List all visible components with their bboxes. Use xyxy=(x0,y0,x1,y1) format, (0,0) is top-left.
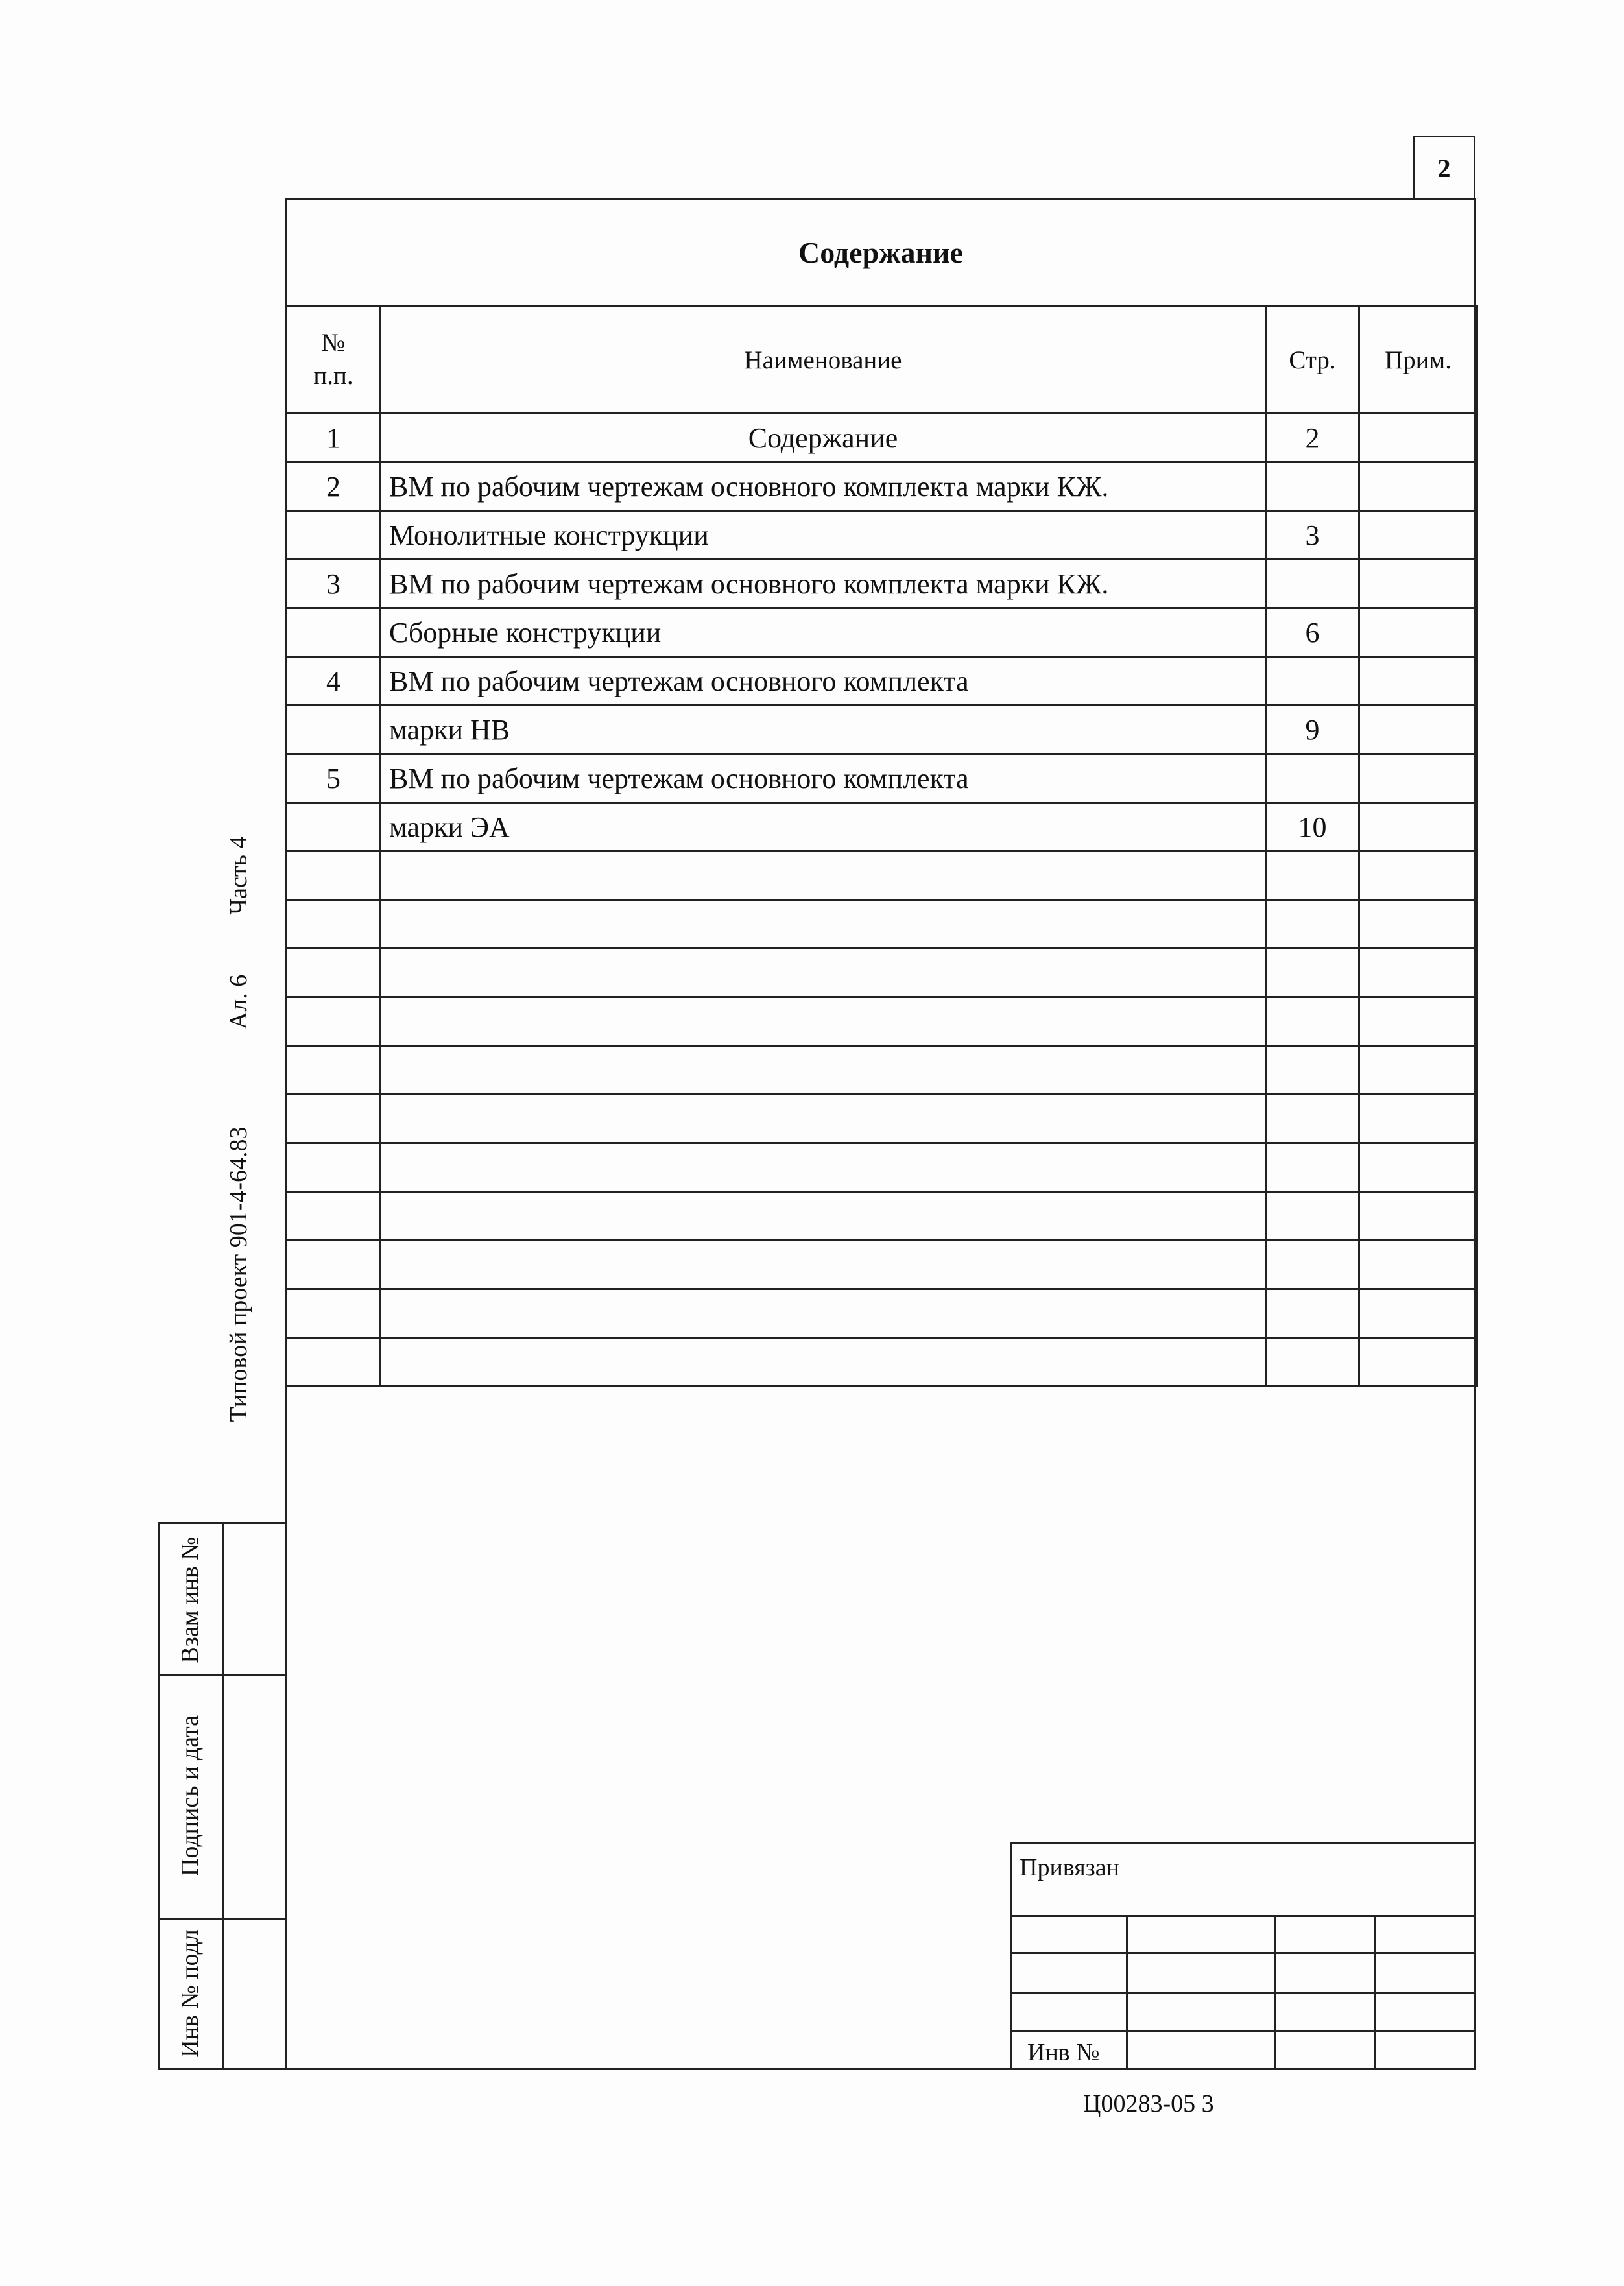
cell-note xyxy=(1359,560,1477,608)
table-row xyxy=(287,1289,1477,1338)
project-label: Типовой проект 901-4-64.83 xyxy=(225,1126,252,1422)
cell-page xyxy=(1266,1143,1359,1192)
cell-name: Монолитные конструкции xyxy=(381,511,1266,560)
cell-note xyxy=(1359,657,1477,706)
cell-note xyxy=(1359,706,1477,754)
binding-divider xyxy=(1010,1952,1476,1954)
part-label: Часть 4 xyxy=(225,836,252,915)
cell-num xyxy=(287,1192,381,1241)
table-row xyxy=(287,511,1477,560)
table-row xyxy=(287,1095,1477,1143)
cell-note xyxy=(1359,608,1477,657)
cell-page xyxy=(1266,1046,1359,1095)
cell-num xyxy=(287,608,381,657)
binding-divider xyxy=(1126,1915,1128,2070)
cell-page xyxy=(1266,1289,1359,1338)
table-row xyxy=(287,657,1477,706)
cell-note xyxy=(1359,511,1477,560)
binding-inv-label: Инв № xyxy=(1027,2039,1100,2066)
cell-name: марки ЭА xyxy=(381,803,1266,851)
table-row xyxy=(287,414,1477,462)
cell-page xyxy=(1266,1241,1359,1289)
cell-note xyxy=(1359,414,1477,462)
cell-num xyxy=(287,949,381,997)
cell-num xyxy=(287,1046,381,1095)
cell-num xyxy=(287,706,381,754)
cell-num: 2 xyxy=(287,462,381,511)
binding-divider xyxy=(1010,2030,1476,2032)
cell-num xyxy=(287,1241,381,1289)
binding-divider xyxy=(1010,1992,1476,1994)
stamp-divider xyxy=(222,1522,224,2070)
binding-divider xyxy=(1374,1915,1376,2070)
table-row xyxy=(287,1192,1477,1241)
header-name: Наименование xyxy=(381,307,1266,414)
cell-note xyxy=(1359,949,1477,997)
table-row xyxy=(287,997,1477,1046)
cell-page: 10 xyxy=(1266,803,1359,851)
cell-name: ВМ по рабочим чертежам основного комплекта марки КЖ. xyxy=(381,462,1266,511)
binding-divider xyxy=(1274,1915,1276,2070)
cell-num xyxy=(287,900,381,949)
cell-note xyxy=(1359,1046,1477,1095)
cell-num xyxy=(287,1143,381,1192)
cell-note xyxy=(1359,1241,1477,1289)
cell-name xyxy=(381,949,1266,997)
cell-name xyxy=(381,1143,1266,1192)
contents-table xyxy=(285,305,1478,1387)
header-page: Стр. xyxy=(1266,307,1359,414)
cell-page xyxy=(1266,851,1359,900)
cell-name xyxy=(381,851,1266,900)
cell-num: 1 xyxy=(287,414,381,462)
cell-page xyxy=(1266,1095,1359,1143)
cell-name: Содержание xyxy=(381,414,1266,462)
cell-page xyxy=(1266,997,1359,1046)
cell-num: 4 xyxy=(287,657,381,706)
table-row xyxy=(287,1338,1477,1387)
cell-page xyxy=(1266,754,1359,803)
cell-note xyxy=(1359,462,1477,511)
cell-num: 3 xyxy=(287,560,381,608)
cell-name: ВМ по рабочим чертежам основного комплекта марки КЖ. xyxy=(381,560,1266,608)
table-row xyxy=(287,949,1477,997)
cell-note xyxy=(1359,803,1477,851)
cell-page xyxy=(1266,560,1359,608)
album-label: Ал. 6 xyxy=(225,974,252,1030)
table-row xyxy=(287,851,1477,900)
footer-code: Ц00283-05 3 xyxy=(1083,2090,1214,2117)
cell-num xyxy=(287,997,381,1046)
cell-note xyxy=(1359,1289,1477,1338)
cell-note xyxy=(1359,851,1477,900)
cell-page: 2 xyxy=(1266,414,1359,462)
stamp-vzam-inv: Взам инв № xyxy=(176,1536,204,1663)
cell-name xyxy=(381,1241,1266,1289)
cell-note xyxy=(1359,900,1477,949)
table-row xyxy=(287,1241,1477,1289)
stamp-podpis-data: Подпись и дата xyxy=(176,1715,204,1877)
cell-num xyxy=(287,1095,381,1143)
cell-note xyxy=(1359,1192,1477,1241)
binding-divider xyxy=(1010,1915,1476,1917)
cell-page xyxy=(1266,900,1359,949)
cell-name: марки НВ xyxy=(381,706,1266,754)
cell-name xyxy=(381,1192,1266,1241)
cell-num xyxy=(287,1289,381,1338)
cell-note xyxy=(1359,1095,1477,1143)
table-row xyxy=(287,560,1477,608)
cell-page: 3 xyxy=(1266,511,1359,560)
cell-name: ВМ по рабочим чертежам основного комплекта xyxy=(381,657,1266,706)
cell-name xyxy=(381,1338,1266,1387)
table-row xyxy=(287,706,1477,754)
table-row xyxy=(287,462,1477,511)
cell-note xyxy=(1359,1338,1477,1387)
cell-num xyxy=(287,1338,381,1387)
cell-page xyxy=(1266,657,1359,706)
table-row xyxy=(287,1143,1477,1192)
cell-page: 6 xyxy=(1266,608,1359,657)
cell-name xyxy=(381,1046,1266,1095)
cell-name xyxy=(381,1289,1266,1338)
cell-page xyxy=(1266,462,1359,511)
cell-name xyxy=(381,1095,1266,1143)
cell-page xyxy=(1266,1338,1359,1387)
cell-note xyxy=(1359,997,1477,1046)
table-row xyxy=(287,754,1477,803)
header-num: № п.п. xyxy=(287,307,381,414)
cell-num: 5 xyxy=(287,754,381,803)
cell-page xyxy=(1266,949,1359,997)
cell-num xyxy=(287,803,381,851)
table-row xyxy=(287,1046,1477,1095)
cell-num xyxy=(287,511,381,560)
cell-name: Сборные конструкции xyxy=(381,608,1266,657)
cell-page: 9 xyxy=(1266,706,1359,754)
cell-note xyxy=(1359,1143,1477,1192)
binding-label: Привязан xyxy=(1020,1854,1119,1881)
page-title: Содержание xyxy=(798,235,963,269)
cell-name: ВМ по рабочим чертежам основного комплекта xyxy=(381,754,1266,803)
cell-num xyxy=(287,851,381,900)
stamp-inv-podl: Инв № подл xyxy=(176,1929,204,2058)
header-note: Прим. xyxy=(1359,307,1477,414)
cell-page xyxy=(1266,1192,1359,1241)
table-row xyxy=(287,608,1477,657)
table-row xyxy=(287,803,1477,851)
table-row xyxy=(287,900,1477,949)
cell-name xyxy=(381,900,1266,949)
cell-name xyxy=(381,997,1266,1046)
page-number: 2 xyxy=(1413,136,1475,198)
cell-note xyxy=(1359,754,1477,803)
